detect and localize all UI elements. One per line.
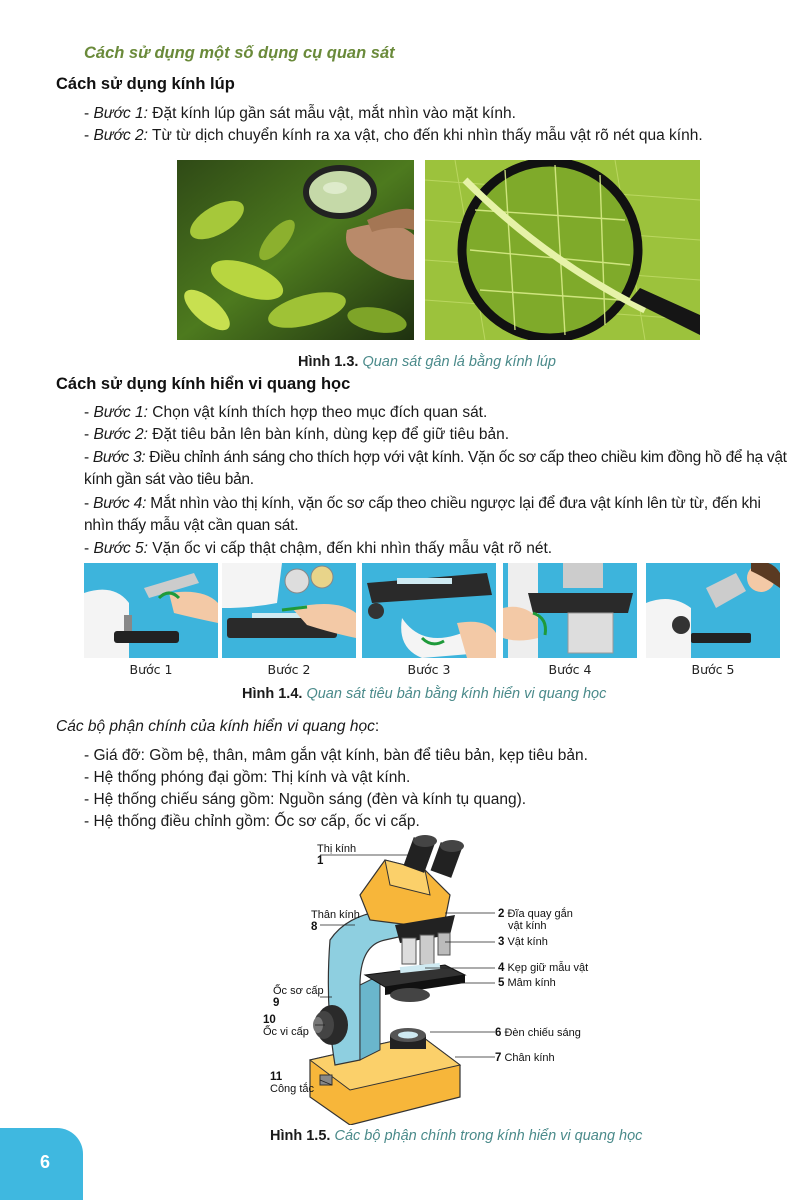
parts-intro-colon: :: [374, 718, 380, 735]
parts-item-3: - Hệ thống chiếu sáng gồm: Nguồn sáng (đèn và kính tụ quang).: [84, 791, 527, 808]
microscope-step-1: - Bước 1: Chọn vật kính thích hợp theo mục đích quan sát.: [84, 404, 488, 421]
section-title: Cách sử dụng một số dụng cụ quan sát: [84, 44, 395, 62]
step-1-image: [84, 563, 218, 658]
magnifier-step-1: - Bước 1: Đặt kính lúp gần sát mẫu vật, mắt nhìn vào mặt kính.: [84, 105, 516, 122]
microscope-step-4: - Bước 4: Mắt nhìn vào thị kính, vặn ốc sơ cấp theo chiều ngược lại để đưa vật kính lên từ từ, đến khi nhìn thấy mẫu vật cần quan sát.: [84, 495, 761, 534]
microscope-use-heading: Cách sử dụng kính hiển vi quang học: [56, 375, 351, 393]
label-than-kinh: Thân kính: [311, 909, 360, 921]
step-4-label: Bước 4: [548, 662, 592, 677]
microscope-step-5: - Bước 5: Vặn ốc vi cấp thật chậm, đến khi nhìn thấy mẫu vật rõ nét.: [84, 540, 553, 557]
step-label: Bước 4:: [93, 495, 147, 512]
figure-1-4-caption: [242, 686, 606, 702]
step-text: Điều chỉnh ánh sáng cho thích hợp với vật kính. Vặn ốc sơ cấp theo chiều kim đồng hồ để hạ vật kính gần sát vào tiêu bản.: [84, 449, 787, 488]
page-number: 6: [40, 1152, 51, 1172]
figure-1-5-caption: [270, 1128, 642, 1144]
step-text: Mắt nhìn vào thị kính, vặn ốc sơ cấp theo chiều ngược lại để đưa vật kính lên từ từ, đến khi nhìn thấy mẫu vật cần quan sát.: [84, 495, 761, 534]
label-7-num: 7: [495, 1052, 502, 1064]
label-mam-kinh: [498, 977, 556, 989]
label-8-num: 8: [311, 921, 318, 933]
parts-item-4: - Hệ thống điều chỉnh gồm: Ốc sơ cấp, ốc vi cấp.: [84, 813, 420, 830]
label-oc-vi-cap: Ốc vi cấp: [263, 1026, 309, 1038]
label-oc-so-cap: Ốc sơ cấp: [273, 985, 324, 997]
step-label: Bước 2:: [93, 426, 148, 443]
parts-item-2: - Hệ thống phóng đại gồm: Thị kính và vật kính.: [84, 769, 411, 786]
label-1-num: 1: [317, 855, 324, 867]
label-11-num: 11: [270, 1071, 283, 1083]
diagram-leader-lines: [270, 845, 590, 1105]
figure-caption-text: Quan sát gân lá bằng kính lúp: [362, 354, 556, 370]
figure-1-3-caption: [298, 354, 556, 370]
label-dia-quay: [498, 908, 573, 920]
step-5-label: Bước 5: [691, 662, 735, 677]
label-name: Thị kính: [317, 843, 357, 855]
leaf-vein-photo: [425, 160, 700, 340]
label-kep-giu: [498, 962, 588, 974]
label-name: Đĩa quay gắn: [507, 908, 573, 920]
step-label: Bước 5:: [93, 540, 148, 557]
figure-label: Hình 1.4.: [242, 686, 303, 702]
label-4-num: 4: [498, 962, 505, 974]
label-name: Chân kính: [504, 1052, 555, 1064]
label-name: Kẹp giữ mẫu vật: [507, 962, 589, 974]
parts-item-1: - Giá đỡ: Gồm bệ, thân, mâm gắn vật kính, bàn để tiêu bản, kẹp tiêu bản.: [84, 747, 588, 764]
label-2-num: 2: [498, 908, 505, 920]
label-chan-kinh: [495, 1052, 555, 1064]
step-2-image: [222, 563, 356, 658]
magnifier-hand-photo: [177, 160, 414, 340]
step-text: Đặt tiêu bản lên bàn kính, dùng kẹp để giữ tiêu bản.: [147, 426, 510, 443]
label-6-num: 6: [495, 1027, 502, 1039]
parts-intro: [56, 716, 379, 738]
step-1-label: Bước 1: [129, 662, 173, 677]
figure-label: Hình 1.5.: [270, 1128, 331, 1144]
figure-label: Hình 1.3.: [298, 354, 359, 370]
step-text: Từ từ dịch chuyển kính ra xa vật, cho đến khi nhìn thấy mẫu vật rõ nét qua kính.: [147, 127, 703, 144]
label-den-chieu-sang: [495, 1027, 581, 1039]
step-3-label: Bước 3: [407, 662, 451, 677]
microscope-step-3: - Bước 3: Điều chỉnh ánh sáng cho thích hợp với vật kính. Vặn ốc sơ cấp theo chiều kim đồng hồ để hạ vật kính gần sát vào tiêu bản.: [84, 449, 787, 488]
label-3-num: 3: [498, 936, 505, 948]
label-name: Đèn chiếu sáng: [504, 1027, 581, 1039]
magnifier-step-2: - Bước 2: Từ từ dịch chuyển kính ra xa vật, cho đến khi nhìn thấy mẫu vật rõ nét qua kính.: [84, 127, 703, 144]
figure-caption-text: Quan sát tiêu bản bằng kính hiển vi quang học: [306, 686, 607, 702]
label-dia-quay-line2: vật kính: [508, 920, 547, 932]
label-name: Mâm kính: [507, 977, 556, 989]
step-text: Đặt kính lúp gần sát mẫu vật, mắt nhìn vào mặt kính.: [147, 105, 516, 122]
step-label: Bước 1:: [93, 105, 148, 122]
magnifier-heading: Cách sử dụng kính lúp: [56, 75, 235, 93]
label-10-num: 10: [263, 1014, 276, 1026]
label-name: Vật kính: [507, 936, 548, 948]
step-4-image: [503, 563, 637, 658]
step-5-image: [646, 563, 780, 658]
label-vat-kinh: [498, 936, 548, 948]
label-5-num: 5: [498, 977, 505, 989]
label-thi-kinh: [317, 843, 356, 855]
step-label: Bước 3:: [92, 449, 146, 466]
microscope-step-2: - Bước 2: Đặt tiêu bản lên bàn kính, dùng kẹp để giữ tiêu bản.: [84, 426, 510, 443]
step-2-label: Bước 2: [267, 662, 311, 677]
label-cong-tac: Công tắc: [270, 1083, 315, 1095]
step-text: Vặn ốc vi cấp thật chậm, đến khi nhìn thấy mẫu vật rõ nét.: [147, 540, 553, 557]
figure-caption-text: Các bộ phận chính trong kính hiển vi quang học: [334, 1128, 643, 1144]
step-label: Bước 1:: [93, 404, 148, 421]
parts-intro-text: Các bộ phận chính của kính hiển vi quang học: [56, 718, 375, 735]
step-3-image: [362, 563, 496, 658]
label-9-num: 9: [273, 997, 280, 1009]
step-text: Chọn vật kính thích hợp theo mục đích quan sát.: [147, 404, 488, 421]
step-label: Bước 2:: [93, 127, 148, 144]
